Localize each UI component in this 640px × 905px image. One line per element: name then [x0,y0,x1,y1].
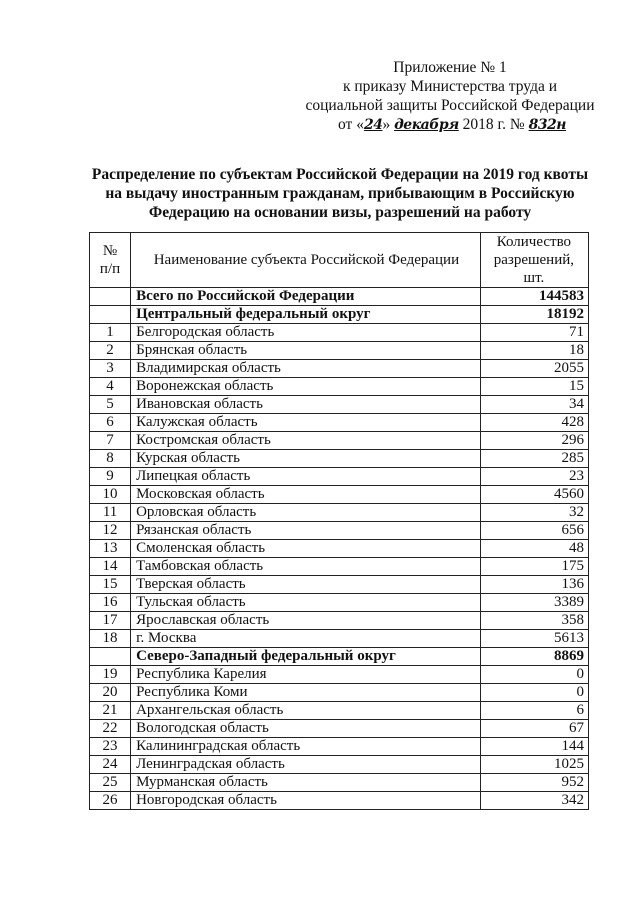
row-name: Смоленская область [131,540,481,558]
table-row [90,720,589,738]
row-count: 144 [480,738,588,756]
row-count: 6 [480,702,588,720]
row-count: 18 [480,342,588,360]
row-num: 9 [90,468,131,486]
table-row [90,684,589,702]
row-name: Курская область [131,450,481,468]
row-num [90,648,131,666]
row-name: Республика Карелия [131,666,481,684]
appendix-header [300,58,600,135]
row-name: Орловская область [131,504,481,522]
row-name: Ярославская область [131,612,481,630]
row-name: Владимирская область [131,360,481,378]
row-count: 136 [480,576,588,594]
row-name: Ивановская область [131,396,481,414]
row-count: 0 [480,666,588,684]
row-num: 21 [90,702,131,720]
row-count: 23 [480,468,588,486]
row-num: 25 [90,774,131,792]
row-num: 17 [90,612,131,630]
row-count: 175 [480,558,588,576]
row-num: 18 [90,630,131,648]
row-num: 26 [90,792,131,810]
row-count: 296 [480,432,588,450]
document-title: Распределение по субъектам Российской Федерации на 2019 год квоты на выдачу иностранным гражданам, прибывающим в Российскую Федерацию на основании визы, разрешений на работу [91,166,589,221]
row-num: 1 [90,324,131,342]
row-num: 24 [90,756,131,774]
row-num: 12 [90,522,131,540]
row-num: 6 [90,414,131,432]
row-num: 5 [90,396,131,414]
table-row [90,702,589,720]
row-name: Брянская область [131,342,481,360]
row-name: Воронежская область [131,378,481,396]
quota-table [89,232,589,810]
table-row [90,630,589,648]
table-row-total [90,306,589,324]
table-row-total [90,288,589,306]
row-name: Липецкая область [131,468,481,486]
table-row [90,738,589,756]
row-num [90,288,131,306]
row-name: Ленинградская область [131,756,481,774]
row-count: 3389 [480,594,588,612]
row-name: Северо-Западный федеральный округ [131,648,481,666]
table-row [90,612,589,630]
row-num: 14 [90,558,131,576]
table-row [90,468,589,486]
row-name: Калужская область [131,414,481,432]
row-name: Рязанская область [131,522,481,540]
appendix-number: Приложение № 1 [393,59,507,76]
appendix-ministry: социальной защиты Российской Федерации [305,97,595,114]
row-name: Калининградская область [131,738,481,756]
row-count: 656 [480,522,588,540]
row-count: 8869 [480,648,588,666]
table-row [90,360,589,378]
row-count: 1025 [480,756,588,774]
row-count: 34 [480,396,588,414]
row-count: 428 [480,414,588,432]
row-name: Центральный федеральный округ [131,306,481,324]
table-row [90,792,589,810]
row-count: 144583 [480,288,588,306]
row-count: 5613 [480,630,588,648]
row-count: 2055 [480,360,588,378]
table-row [90,540,589,558]
row-name: Костромская область [131,432,481,450]
row-count: 0 [480,684,588,702]
table-row [90,576,589,594]
table-row [90,450,589,468]
row-num: 10 [90,486,131,504]
row-num: 11 [90,504,131,522]
row-count: 952 [480,774,588,792]
row-num: 8 [90,450,131,468]
row-num: 22 [90,720,131,738]
row-num [90,306,131,324]
row-num: 15 [90,576,131,594]
table-row [90,522,589,540]
row-num: 13 [90,540,131,558]
table-row [90,396,589,414]
table-row [90,504,589,522]
table-row [90,666,589,684]
table-row [90,756,589,774]
table-row [90,414,589,432]
row-name: Всего по Российской Федерации [131,288,481,306]
table-row [90,594,589,612]
row-count: 32 [480,504,588,522]
row-count: 15 [480,378,588,396]
row-num: 2 [90,342,131,360]
row-num: 3 [90,360,131,378]
row-name: Мурманская область [131,774,481,792]
table-row [90,432,589,450]
row-count: 285 [480,450,588,468]
appendix-date-number: от «24» декабря 2018 г. № 832н [338,116,567,133]
handwritten-order-number: 832н [528,117,567,133]
row-count: 358 [480,612,588,630]
table-row [90,558,589,576]
row-num: 4 [90,378,131,396]
row-name: Белгородская область [131,324,481,342]
row-num: 16 [90,594,131,612]
row-count: 71 [480,324,588,342]
row-name: Вологодская область [131,720,481,738]
header-num: № п/п [90,233,131,288]
row-num: 19 [90,666,131,684]
row-count: 18192 [480,306,588,324]
table-row [90,486,589,504]
table-row [90,324,589,342]
table-row-total [90,648,589,666]
header-count: Количество разрешений, шт. [480,233,588,288]
header-name: Наименование субъекта Российской Федерации [131,233,481,288]
table-header-row [90,233,589,288]
row-name: г. Москва [131,630,481,648]
row-count: 342 [480,792,588,810]
row-count: 48 [480,540,588,558]
row-count: 4560 [480,486,588,504]
table-row [90,378,589,396]
row-name: Тамбовская область [131,558,481,576]
appendix-order-ref: к приказу Министерства труда и [342,78,558,95]
table-row [90,342,589,360]
row-name: Московская область [131,486,481,504]
row-name: Тульская область [131,594,481,612]
table-row [90,774,589,792]
handwritten-day: 24 [363,117,383,133]
row-name: Архангельская область [131,702,481,720]
row-num: 23 [90,738,131,756]
row-name: Республика Коми [131,684,481,702]
row-name: Тверская область [131,576,481,594]
handwritten-month: декабря [394,117,459,133]
row-num: 20 [90,684,131,702]
row-count: 67 [480,720,588,738]
row-name: Новгородская область [131,792,481,810]
row-num: 7 [90,432,131,450]
